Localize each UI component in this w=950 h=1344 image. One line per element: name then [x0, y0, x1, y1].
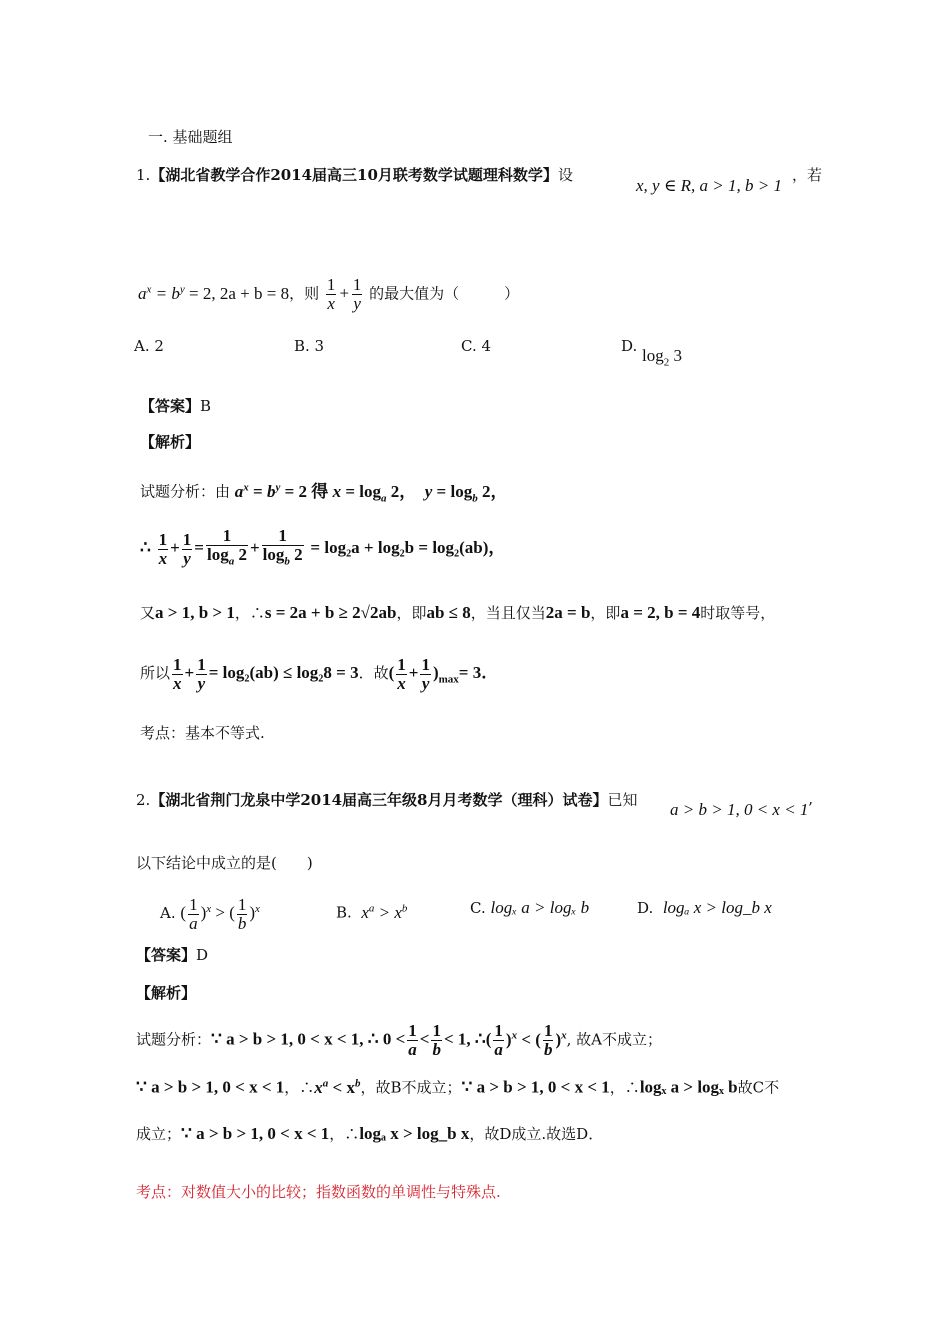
given-equation: = 2, 2a + b = 8: [189, 283, 290, 303]
question-end: 的最大值为（ ）: [369, 284, 520, 303]
q2-option-c: C. logₓ a > logₓ b: [470, 898, 590, 917]
option-b: B. 3: [294, 337, 325, 355]
fraction-1-over-x: $\frac{1}{x}$: [326, 275, 336, 314]
option-d-label: D.: [621, 337, 638, 355]
option-d-value: 3: [673, 346, 683, 365]
q2-kaodian: 考点：对数值大小的比较；指数函数的单调性与特殊点.: [136, 1183, 501, 1201]
q2-analysis-line-1: 试题分析：∵ a > b > 1, 0 < x < 1, ∴ 0 < $\frac{1}{a}$ < $\frac{1}{b}$ < 1, ∴( $\frac{1}{a}$ )$^x$ < ( $\frac{1}{b}$ )$^x$, 故A不成立；: [136, 1021, 662, 1060]
q2-analysis-line-3: 成立；∵ a > b > 1, 0 < x < 1，∴logₐ x > log_b x，故D成立.故选D．: [136, 1124, 604, 1143]
analysis-label: 【解析】: [140, 433, 201, 451]
question-number: 1.: [136, 166, 151, 184]
fraction-1-over-y: $\frac{1}{y}$: [352, 275, 362, 314]
question-2-prompt: 以下结论中成立的是( ): [136, 854, 313, 872]
answer-label: 【答案】: [140, 397, 201, 415]
q2-option-d: D. logₐ x > log_b x: [637, 898, 772, 917]
question-2-condition: a > b > 1, 0 < x < 1: [670, 800, 809, 819]
answer-value: B: [200, 397, 212, 415]
question-source: 【湖北省教学合作2014届高三10月联考数学试题理科数学】: [150, 166, 558, 184]
answer-line: [140, 396, 211, 416]
option-d: D. $\log_2 3$: [621, 337, 683, 369]
question-1-statement: $a^x = b^y = 2$, 2a + b = 8，则 $\frac{1}{x}$ + $\frac{1}{y}$ 的最大值为（ ）: [138, 275, 520, 314]
q1-analysis-line-4: 所以 $\frac{1}{x}$ + $\frac{1}{y}$ = log₂(ab) ≤ log₂8 = 3．故( $\frac{1}{x}$ + $\frac{1}{y}$ )$_{max}= 3$．: [140, 654, 499, 693]
question-1-condition: x, y ∈ R, a > 1, b > 1: [636, 176, 783, 195]
q2-analysis-label: 【解析】: [136, 984, 197, 1002]
section-title: 一. 基础题组: [148, 128, 233, 146]
question-text: ，则: [289, 284, 320, 303]
q1-analysis-line-1: 试题分析：由 $a^x = b^y = 2$ 得 $x = \log_a 2$， $y = \log_b 2$，: [140, 481, 508, 505]
question-1-ruo: ，若: [792, 166, 823, 184]
question-2-header: 2.【湖北省荆门龙泉中学2014届高三年级8月月考数学（理科）试卷】已知: [136, 791, 638, 809]
q2-option-b: B. $x^a > x^b$: [336, 902, 408, 922]
option-a: A. 2: [134, 337, 164, 355]
q2-option-a: A. ( $\frac{1}{a}$ )$^x$ > ( $\frac{1}{b}$ )$^x$: [160, 894, 260, 933]
q2-analysis-line-2: ∵ a > b > 1, 0 < x < 1，$\therefore x^a < x^b$，故B不成立；∵ a > b > 1, 0 < x < 1，∴logₓ a > logₓ b故C不: [136, 1077, 780, 1097]
option-c: C. 4: [461, 337, 492, 355]
question-1-header: [136, 165, 573, 185]
question-2-comma: ’: [808, 799, 813, 817]
q1-kaodian: 考点：基本不等式.: [140, 724, 265, 742]
q1-analysis-line-2: ∴ $\frac{1}{x}$ + $\frac{1}{y}$ = $\frac{1}{\log_a 2}$ + $\frac{1}{\log_b 2}$ = log₂a + log₂b = log₂(ab)，: [140, 526, 506, 568]
question-prefix: 设: [557, 166, 573, 184]
q1-analysis-line-3: 又a > 1, b > 1，∴s = 2a + b ≥ 2√2ab，即ab ≤ 8，当且仅当2a = b，即a = 2, b = 4时取等号，: [140, 603, 776, 622]
q2-answer-line: 【答案】D: [136, 946, 209, 964]
